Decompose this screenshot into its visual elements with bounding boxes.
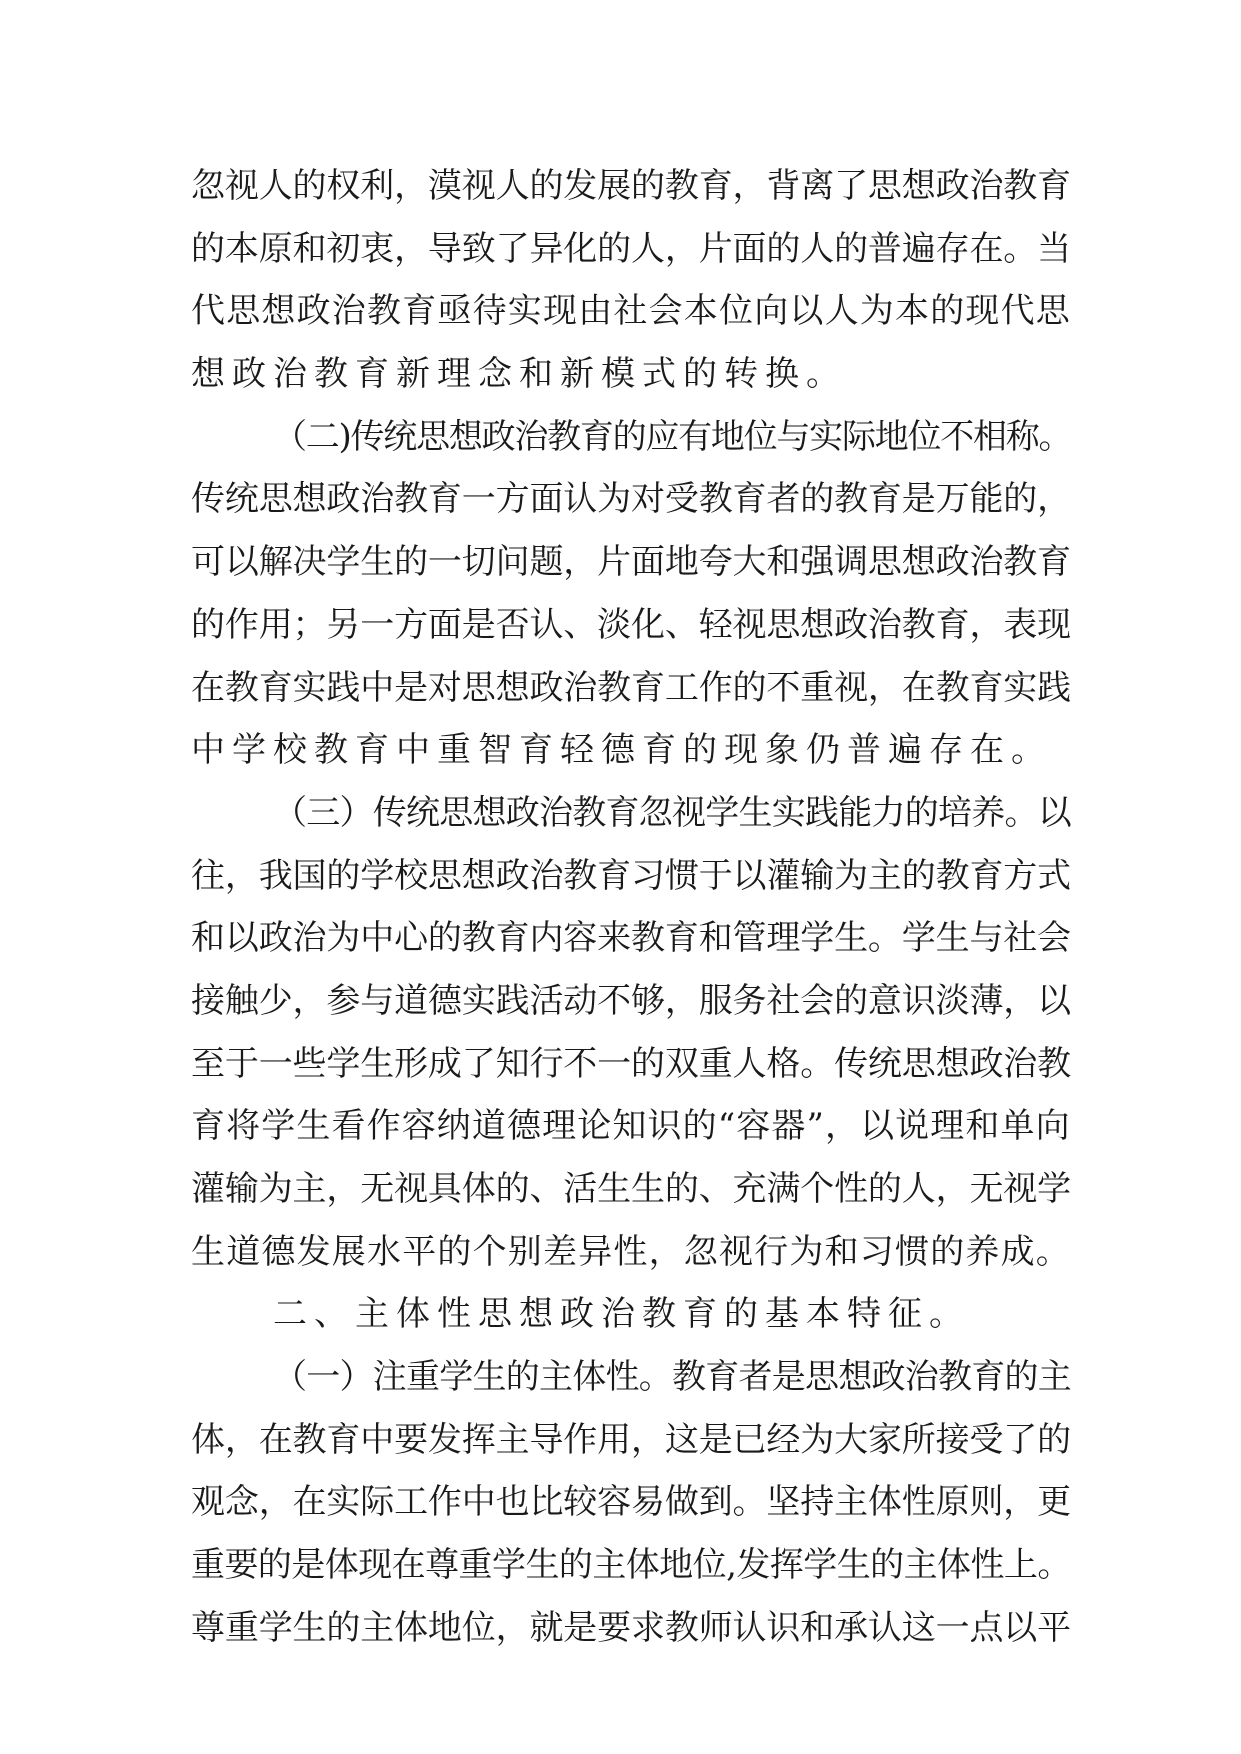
text-line: 观念，在实际工作中也比较容易做到。坚持主体性原则，更 [191, 1482, 1071, 1523]
text-line: 可以解决学生的一切问题，片面地夸大和强调思想政治教育 [191, 542, 1071, 583]
text-line: 至于一些学生形成了知行不一的双重人格。传统思想政治教 [191, 1043, 1071, 1084]
text-line: 尊重学生的主体地位，就是要求教师认识和承认这一点以平 [191, 1607, 1071, 1648]
text-line: 接触少，参与道德实践活动不够，服务社会的意识淡薄，以 [191, 980, 1071, 1021]
text-line: 在教育实践中是对思想政治教育工作的不重视，在教育实践 [191, 667, 1071, 708]
body-text [191, 155, 1071, 1660]
section-heading-2: （二)传统思想政治教育的应有地位与实际地位不相称。 [273, 416, 1072, 457]
section-heading-3: （三）传统思想政治教育忽视学生实践能力的培养。以 [273, 792, 1071, 833]
text-line: 忽视人的权利，漠视人的发展的教育，背离了思想政治教育 [191, 166, 1071, 206]
text-line: 代思想政治教育亟待实现由社会本位向以人为本的现代思 [191, 291, 1071, 332]
text-line: 育将学生看作容纳道德理论知识的“容器”，以说理和单向 [191, 1106, 1071, 1147]
text-line: 灌输为主，无视具体的、活生生的、充满个性的人，无视学 [191, 1169, 1071, 1209]
text-line: 生道德发展水平的个别差异性，忽视行为和习惯的养成。 [191, 1231, 1071, 1272]
text-line: 传统思想政治教育一方面认为对受教育者的教育是万能的， [191, 479, 1071, 520]
text-line: 想政治教育新理念和新模式的转换。 [191, 354, 847, 395]
chapter-heading-2: 二、主体性思想政治教育的基本特征。 [273, 1294, 970, 1335]
text-line: 的本原和初衷，导致了异化的人，片面的人的普遍存在。当 [191, 228, 1071, 269]
text-line: 体，在教育中要发挥主导作用，这是已经为大家所接受了的 [191, 1419, 1071, 1460]
text-line: 和以政治为中心的教育内容来教育和管理学生。学生与社会 [191, 918, 1071, 959]
text-line: 往，我国的学校思想政治教育习惯于以灌输为主的教育方式 [191, 855, 1071, 896]
text-line: 的作用；另一方面是否认、淡化、轻视思想政治教育，表现 [191, 604, 1071, 645]
text-line: 中学校教育中重智育轻德育的现象仍普遍存在。 [191, 730, 1052, 771]
section-heading-1: （一）注重学生的主体性。教育者是思想政治教育的主 [273, 1357, 1071, 1398]
text-line: 重要的是体现在尊重学生的主体地位,发挥学生的主体性上。 [191, 1545, 1071, 1586]
